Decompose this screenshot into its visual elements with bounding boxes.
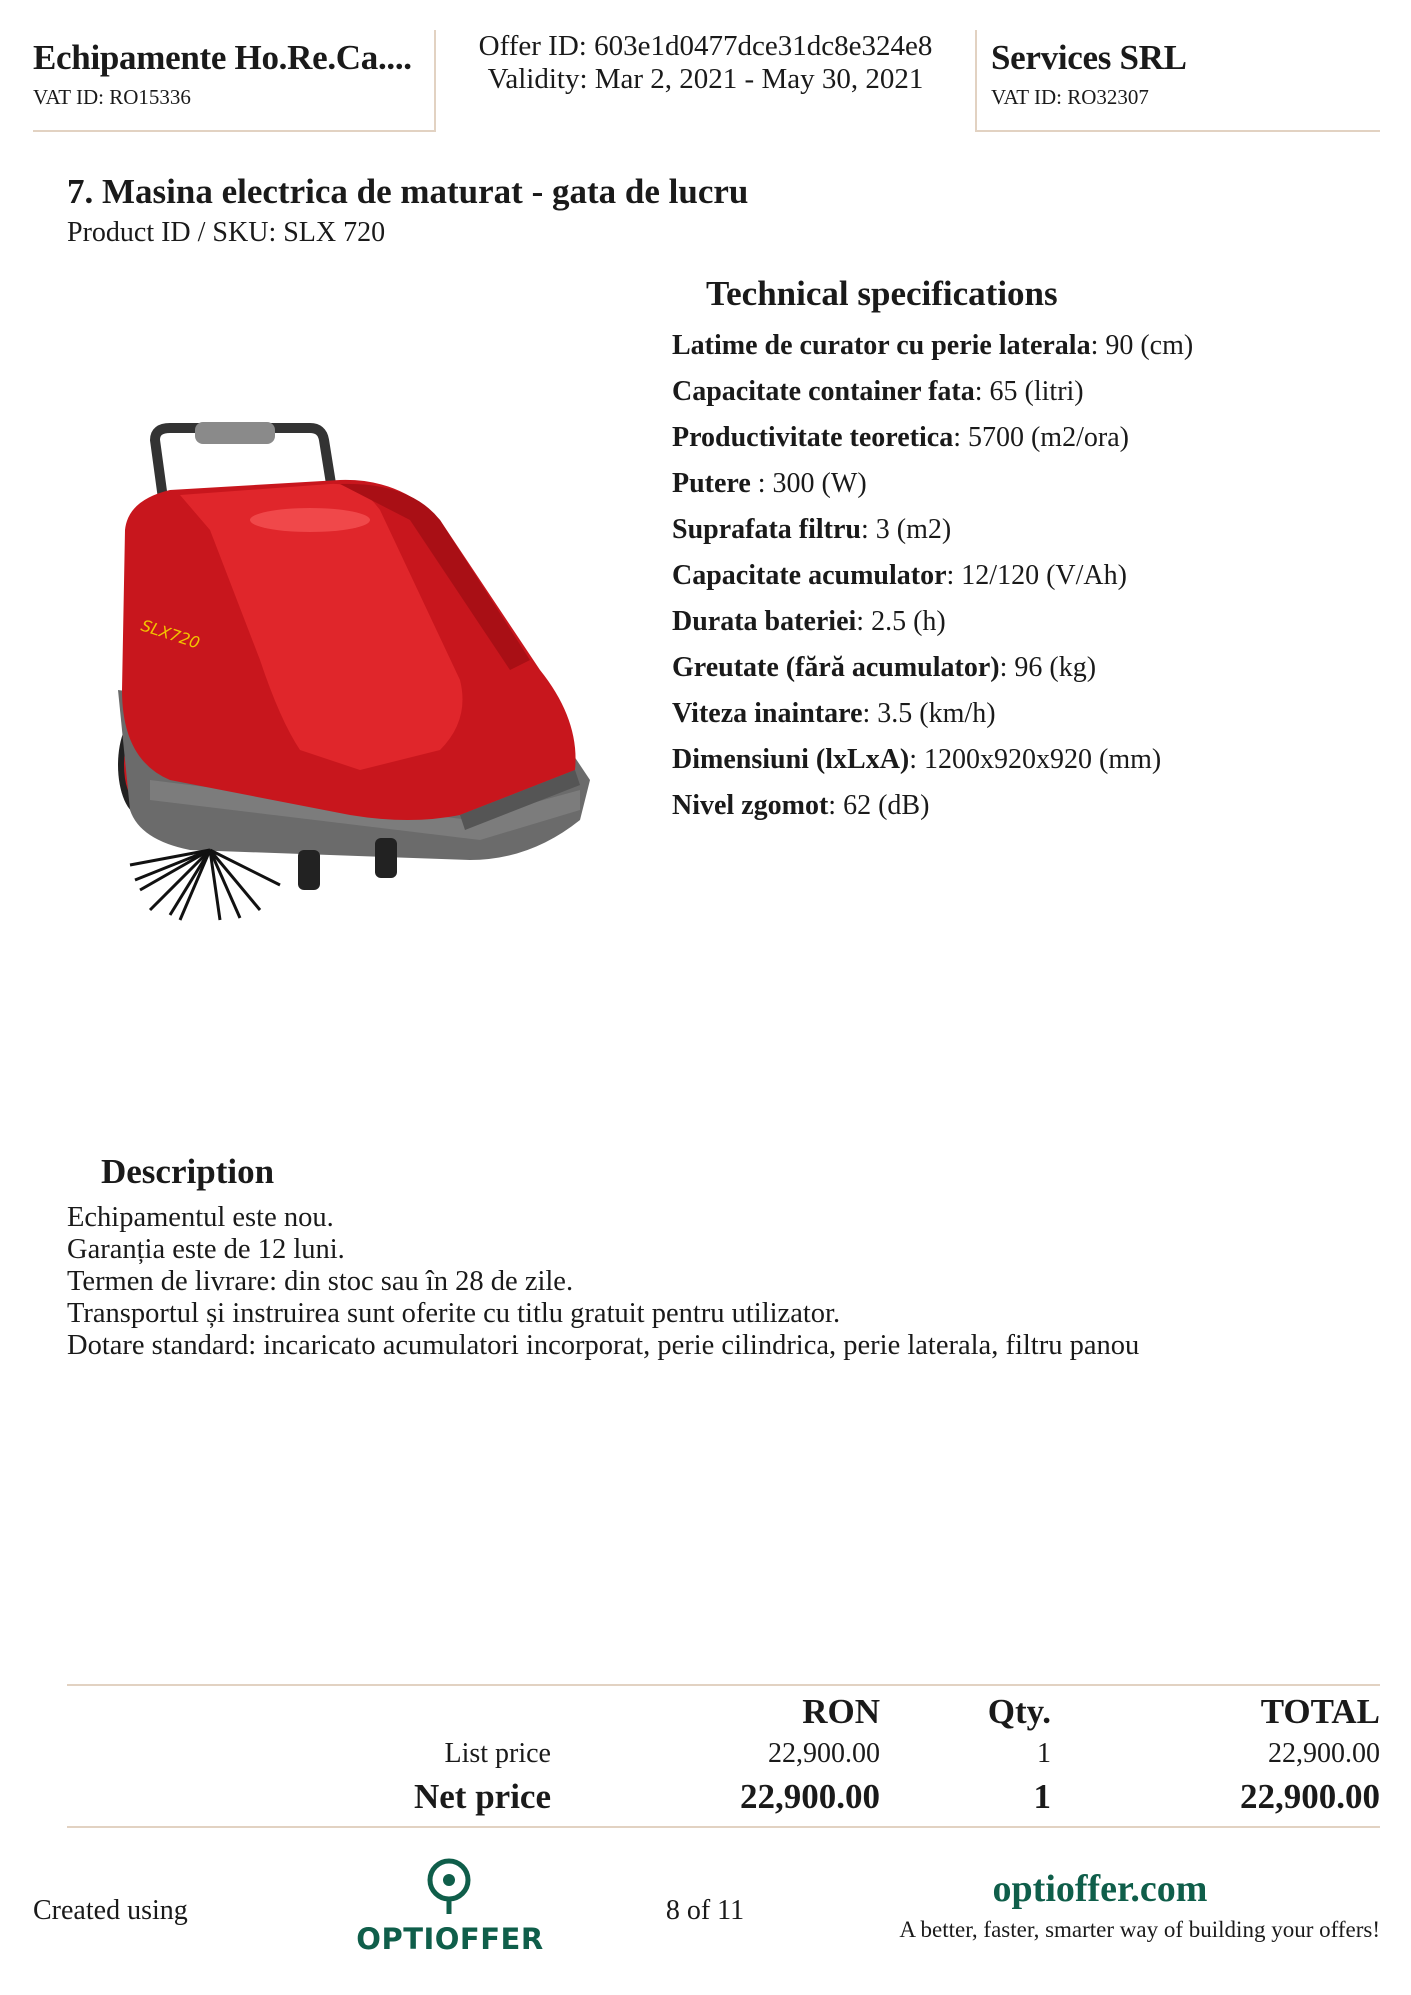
seller-name: Echipamente Ho.Re.Ca.... [33, 38, 412, 77]
spec-item: Dimensiuni (lxLxA): 1200x920x920 (mm) [672, 744, 1162, 775]
description-text [67, 1202, 1139, 1362]
col-header-currency: RON [802, 1692, 880, 1731]
spec-item: Nivel zgomot: 62 (dB) [672, 790, 930, 821]
site-link[interactable]: optioffer.com [992, 1868, 1208, 1910]
seller-vat: VAT ID: RO15336 [33, 85, 191, 109]
description-line: Dotare standard: incaricato acumulatori incorporat, perie cilindrica, perie laterala, filtru panou [67, 1330, 1140, 1361]
description-line: Transportul și instruirea sunt oferite cu titlu gratuit pentru utilizator. [67, 1298, 841, 1329]
svg-text:SLX720: SLX720 [138, 615, 203, 653]
net-price-label: Net price [413, 1777, 551, 1816]
list-price-label: List price [444, 1738, 551, 1769]
spec-item: Putere : 300 (W) [672, 468, 867, 499]
offer-validity: Validity: Mar 2, 2021 - May 30, 2021 [487, 63, 924, 95]
buyer-name: Services SRL [991, 38, 1187, 77]
spec-item: Suprafata filtru: 3 (m2) [672, 514, 952, 545]
spec-item: Viteza inaintare: 3.5 (km/h) [672, 698, 996, 729]
table-top-rule [67, 1684, 1380, 1686]
page-number: 8 of 11 [665, 1895, 745, 1926]
description-line: Echipamentul este nou. [67, 1202, 334, 1233]
product-sku: Product ID / SKU: SLX 720 [67, 217, 386, 248]
list-price-qty: 1 [1037, 1738, 1051, 1769]
offer-info [437, 30, 974, 96]
seller-block [33, 30, 436, 132]
spec-item: Greutate (fără acumulator): 96 (kg) [672, 652, 1097, 683]
net-price-qty: 1 [1033, 1777, 1051, 1816]
spec-item: Productivitate teoretica: 5700 (m2/ora) [672, 422, 1129, 453]
buyer-vat: VAT ID: RO32307 [991, 85, 1149, 109]
location-pin-icon [425, 1858, 473, 1916]
specs-list [672, 326, 1193, 832]
description-line: Garanția este de 12 luni. [67, 1234, 345, 1265]
net-price-total: 22,900.00 [1240, 1777, 1380, 1816]
col-header-qty: Qty. [987, 1692, 1051, 1731]
brand-logo-text: OPTIOFFER [356, 1922, 544, 1956]
description-line: Termen de livrare: din stoc sau în 28 de zile. [67, 1266, 574, 1297]
col-header-total: TOTAL [1260, 1692, 1380, 1731]
created-using-label: Created using [33, 1895, 188, 1926]
list-price-value: 22,900.00 [768, 1738, 880, 1769]
specs-heading: Technical specifications [706, 274, 1058, 313]
spec-item: Capacitate container fata: 65 (litri) [672, 376, 1084, 407]
table-bottom-rule [67, 1826, 1380, 1828]
spec-item: Latime de curator cu perie laterala: 90 (cm) [672, 330, 1194, 361]
product-image [110, 420, 640, 960]
description-heading: Description [101, 1152, 275, 1191]
spec-item: Durata bateriei: 2.5 (h) [672, 606, 946, 637]
spec-item: Capacitate acumulator: 12/120 (V/Ah) [672, 560, 1127, 591]
offer-id: Offer ID: 603e1d0477dce31dc8e324e8 [478, 30, 933, 62]
net-price-value: 22,900.00 [740, 1777, 880, 1816]
product-title: 7. Masina electrica de maturat - gata de lucru [67, 172, 749, 211]
list-price-total: 22,900.00 [1268, 1738, 1380, 1769]
buyer-block [975, 30, 1380, 132]
tagline: A better, faster, smarter way of building your offers! [899, 1917, 1380, 1942]
